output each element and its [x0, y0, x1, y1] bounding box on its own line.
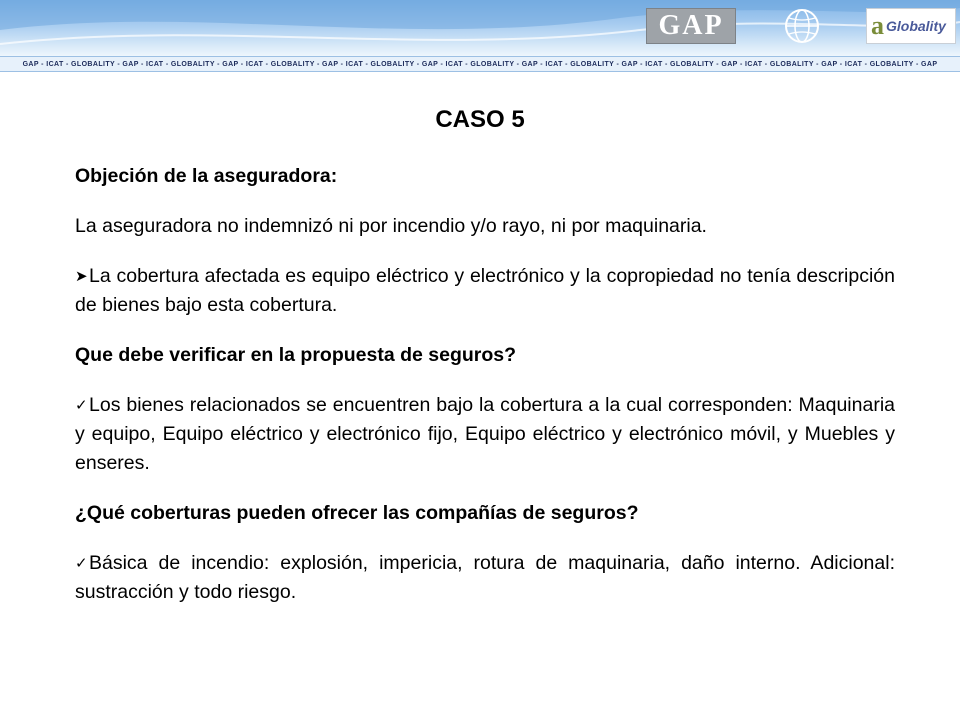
bullet-coverages-offered	[75, 549, 895, 607]
icat-logo	[780, 8, 850, 44]
slide-header-banner	[0, 0, 960, 56]
bullet-coverages-offered-text: Básica de incendio: explosión, impericia, rotura de maquinaria, daño interno. Adicional: sustracción y todo riesgo.	[75, 552, 895, 603]
gap-logo-text: GAP	[658, 10, 724, 41]
bullet-verify-assets	[75, 391, 895, 478]
heading-verify-proposal: Que debe verificar en la propuesta de seguros?	[75, 344, 517, 366]
header-text-strip: GAP - ICAT - GLOBALITY - GAP - ICAT - GLOBALITY - GAP - ICAT - GLOBALITY - GAP - ICAT - GLOBALITY - GAP - ICAT - GLOBALITY - GAP - ICAT - GLOBALITY - GAP - ICAT - GLOBALITY - GAP - ICAT - GLOBALITY - GAP - ICAT - GLOBALITY - GAP	[0, 56, 960, 72]
arrow-bullet-icon: ➤	[75, 268, 88, 285]
check-bullet-icon: ✓	[75, 555, 88, 572]
bullet-affected-coverage	[75, 262, 895, 320]
globality-logo	[866, 8, 956, 44]
slide-title: CASO 5	[435, 106, 525, 133]
heading-insurer-objection: Objeción de la aseguradora:	[75, 165, 338, 187]
globality-logo-mark: a	[871, 11, 884, 40]
bullet-affected-coverage-text: La cobertura afectada es equipo eléctrico y electrónico y la copropiedad no tenía descripción de bienes bajo esta cobertura.	[75, 265, 895, 316]
slide-body	[75, 162, 895, 628]
gap-logo	[646, 8, 736, 44]
heading-available-coverages: ¿Qué coberturas pueden ofrecer las compañías de seguros?	[75, 502, 639, 524]
globe-icon	[780, 8, 824, 44]
globality-logo-text: Globality	[886, 18, 946, 34]
bullet-verify-assets-text: Los bienes relacionados se encuentren bajo la cobertura a la cual corresponden: Maquinaria y equipo, Equipo eléctrico y electrónico fijo, Equipo eléctrico y electrónico móvil, y Muebles y enseres.	[75, 394, 895, 474]
check-bullet-icon: ✓	[75, 397, 88, 414]
paragraph-insurer-statement: La aseguradora no indemnizó ni por incendio y/o rayo, ni por maquinaria.	[75, 215, 707, 237]
